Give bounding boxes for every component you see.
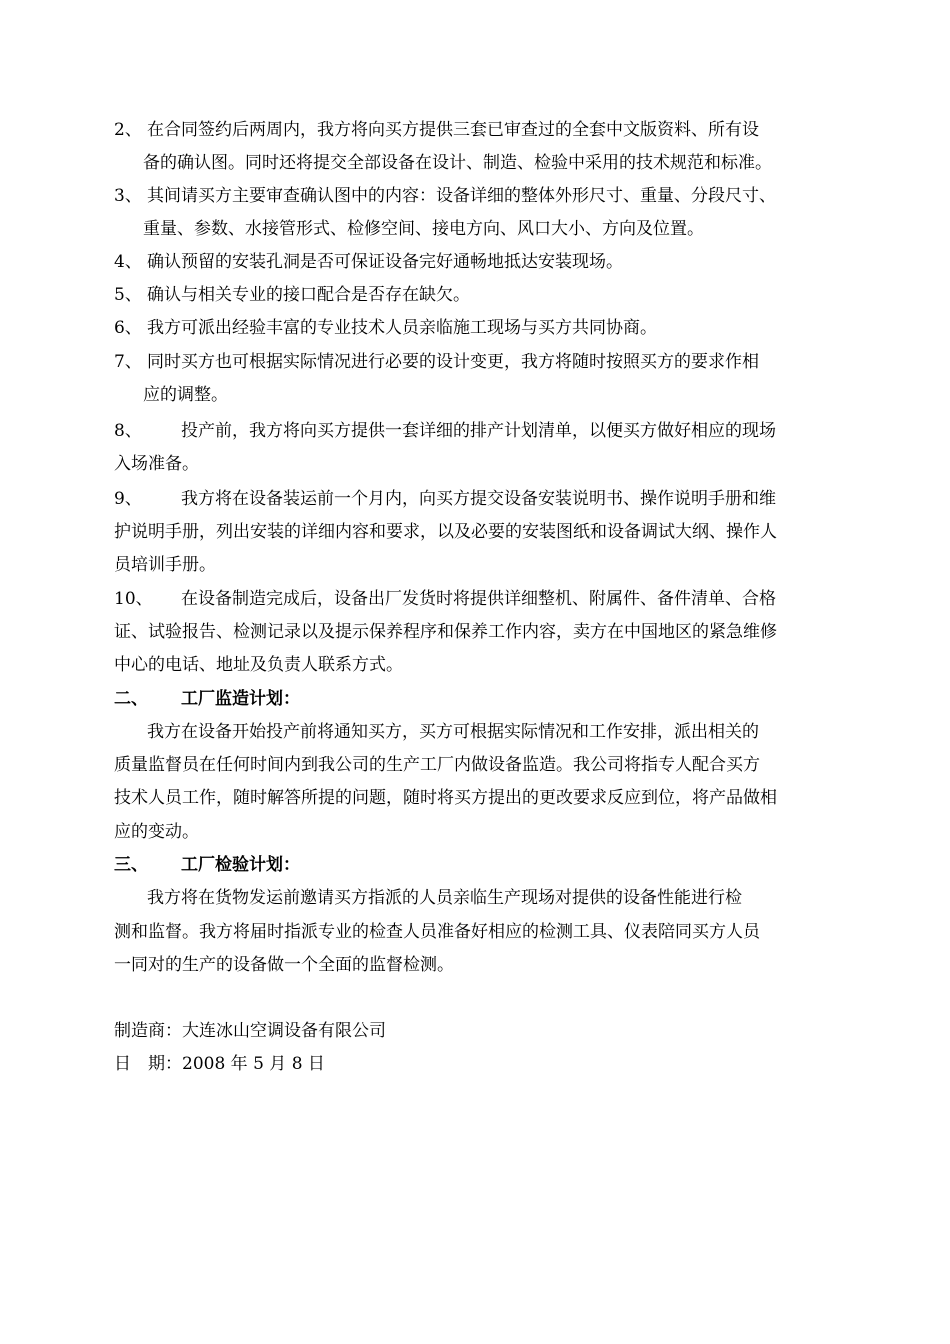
list-item-text: 员培训手册。 xyxy=(114,555,216,575)
paragraph-line: 质量监督员在任何时间内到我公司的生产工厂内做设备监造。我公司将指专人配合买方 xyxy=(114,755,760,775)
paragraph-line: 我方将在货物发运前邀请买方指派的人员亲临生产现场对提供的设备性能进行检 xyxy=(147,888,742,908)
paragraph-line: 我方在设备开始投产前将通知买方，买方可根据实际情况和工作安排，派出相关的 xyxy=(147,722,759,742)
list-item-text: 同时买方也可根据实际情况进行必要的设计变更，我方将随时按照买方的要求作相 xyxy=(147,352,759,372)
paragraph-line: 一同对的生产的设备做一个全面的监督检测。 xyxy=(114,955,454,975)
list-item-number: 7、 xyxy=(114,352,142,372)
list-item-text: 护说明手册，列出安装的详细内容和要求，以及必要的安装图纸和设备调试大纲、操作人 xyxy=(114,522,777,542)
paragraph-line: 应的变动。 xyxy=(114,822,199,842)
list-item-number: 8、 xyxy=(114,421,142,441)
list-item-text: 我方可派出经验丰富的专业技术人员亲临施工现场与买方共同协商。 xyxy=(147,318,657,338)
list-item-text: 证、试验报告、检测记录以及提示保养程序和保养工作内容，卖方在中国地区的紧急维修 xyxy=(114,622,777,642)
list-item-text: 应的调整。 xyxy=(143,385,228,405)
section-title: 工厂监造计划： xyxy=(181,689,300,709)
section-number: 三、 xyxy=(114,855,148,875)
list-item-text: 在设备制造完成后，设备出厂发货时将提供详细整机、附属件、备件清单、合格 xyxy=(181,589,776,609)
list-item-text: 重量、参数、水接管形式、检修空间、接电方向、风口大小、方向及位置。 xyxy=(143,219,704,239)
list-item-text: 确认预留的安装孔洞是否可保证设备完好通畅地抵达安装现场。 xyxy=(147,252,623,272)
list-item-number: 3、 xyxy=(114,186,142,206)
list-item-text: 我方将在设备装运前一个月内，向买方提交设备安装说明书、操作说明手册和维 xyxy=(181,489,776,509)
date-line: 日 期：2008 年 5 月 8 日 xyxy=(114,1054,325,1074)
list-item-number: 2、 xyxy=(114,120,142,140)
list-item-text: 中心的电话、地址及负责人联系方式。 xyxy=(114,655,403,675)
list-item-number: 9、 xyxy=(114,489,142,509)
list-item-number: 4、 xyxy=(114,252,142,272)
list-item-text: 在合同签约后两周内，我方将向买方提供三套已审查过的全套中文版资料、所有设 xyxy=(147,120,759,140)
list-item-text: 备的确认图。同时还将提交全部设备在设计、制造、检验中采用的技术规范和标准。 xyxy=(143,153,772,173)
section-title: 工厂检验计划： xyxy=(181,855,300,875)
paragraph-line: 技术人员工作，随时解答所提的问题，随时将买方提出的更改要求反应到位，将产品做相 xyxy=(114,788,777,808)
list-item-text: 确认与相关专业的接口配合是否存在缺欠。 xyxy=(147,285,470,305)
list-item-text: 入场准备。 xyxy=(114,454,199,474)
list-item-number: 5、 xyxy=(114,285,142,305)
section-number: 二、 xyxy=(114,689,148,709)
list-item-number: 10、 xyxy=(114,589,153,609)
list-item-number: 6、 xyxy=(114,318,142,338)
list-item-text: 投产前，我方将向买方提供一套详细的排产计划清单，以便买方做好相应的现场 xyxy=(181,421,776,441)
manufacturer-line: 制造商：大连冰山空调设备有限公司 xyxy=(114,1021,386,1041)
paragraph-line: 测和监督。我方将届时指派专业的检查人员准备好相应的检测工具、仪表陪同买方人员 xyxy=(114,922,760,942)
list-item-text: 其间请买方主要审查确认图中的内容：设备详细的整体外形尺寸、重量、分段尺寸、 xyxy=(147,186,776,206)
